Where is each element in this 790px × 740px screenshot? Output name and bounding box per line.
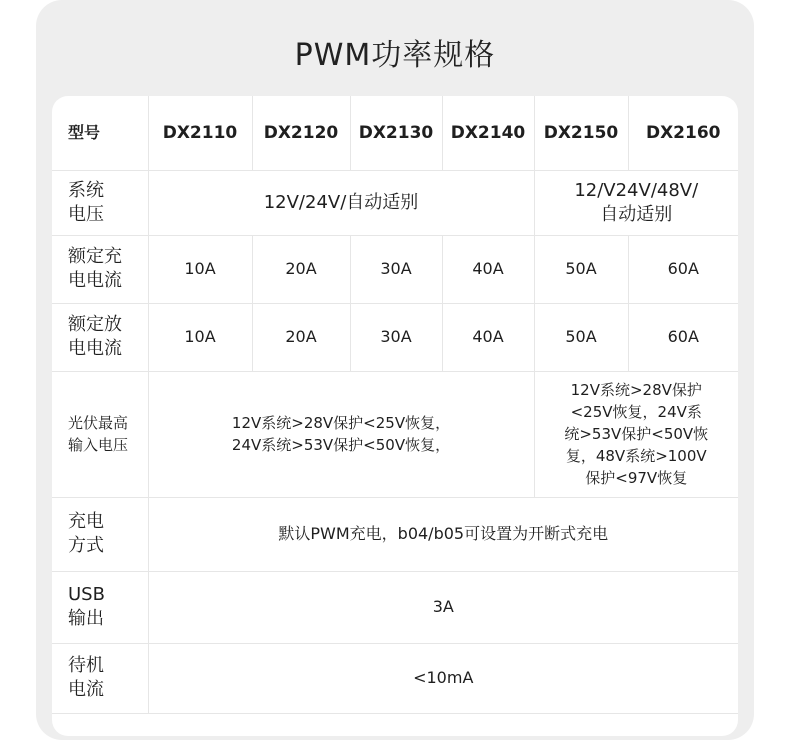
charge-mode-row xyxy=(52,497,738,571)
system-voltage-group1: 12V/24V/自动适别 xyxy=(148,170,534,235)
rated-discharge-row xyxy=(52,303,738,371)
table-cell: 60A xyxy=(628,235,738,303)
table-cell: 40A xyxy=(442,235,534,303)
table-cell: 10A xyxy=(148,303,252,371)
rated-charge-row xyxy=(52,235,738,303)
table-cell: 50A xyxy=(534,235,628,303)
model-header: DX2150 xyxy=(534,96,628,170)
table-cell: 30A xyxy=(350,303,442,371)
table-cell: 10A xyxy=(148,235,252,303)
spec-card xyxy=(36,0,754,740)
page-title: PWM功率规格 xyxy=(294,38,496,73)
table-cell: 40A xyxy=(442,303,534,371)
system-voltage-row xyxy=(52,170,738,235)
table-cell: 50A xyxy=(534,303,628,371)
model-header: DX2140 xyxy=(442,96,534,170)
model-header: DX2160 xyxy=(628,96,738,170)
row-label: 充电 方式 xyxy=(52,497,148,571)
table-cell: 20A xyxy=(252,235,350,303)
table-cell: 20A xyxy=(252,303,350,371)
pv-max-input-group1: 12V系统>28V保护<25V恢复， 24V系统>53V保护<50V恢复， xyxy=(148,371,534,497)
header-label: 型号 xyxy=(52,96,148,170)
model-header: DX2110 xyxy=(148,96,252,170)
usb-output-row xyxy=(52,571,738,643)
pv-max-input-group2: 12V系统>28V保护 <25V恢复，24V系 统>53V保护<50V恢 复，48V系统>100V 保护<97V恢复 xyxy=(534,371,738,497)
row-label: 待机 电流 xyxy=(52,643,148,713)
row-label: 额定充 电电流 xyxy=(52,235,148,303)
usb-output-value: 3A xyxy=(148,571,738,643)
charge-mode-value: 默认PWM充电，b04/b05可设置为开断式充电 xyxy=(148,497,738,571)
standby-current-row xyxy=(52,643,738,713)
system-voltage-group2: 12/V24V/48V/ 自动适别 xyxy=(534,170,738,235)
spec-table xyxy=(52,96,738,714)
row-label: 系统 电压 xyxy=(52,170,148,235)
pv-max-input-row xyxy=(52,371,738,497)
row-label: USB 输出 xyxy=(52,571,148,643)
model-header: DX2120 xyxy=(252,96,350,170)
table-cell: 30A xyxy=(350,235,442,303)
header-row xyxy=(52,96,738,170)
row-label: 额定放 电电流 xyxy=(52,303,148,371)
table-cell: 60A xyxy=(628,303,738,371)
model-header: DX2130 xyxy=(350,96,442,170)
row-label: 光伏最高 输入电压 xyxy=(52,371,148,497)
spec-table-wrapper xyxy=(52,96,738,736)
standby-current-value: <10mA xyxy=(148,643,738,713)
